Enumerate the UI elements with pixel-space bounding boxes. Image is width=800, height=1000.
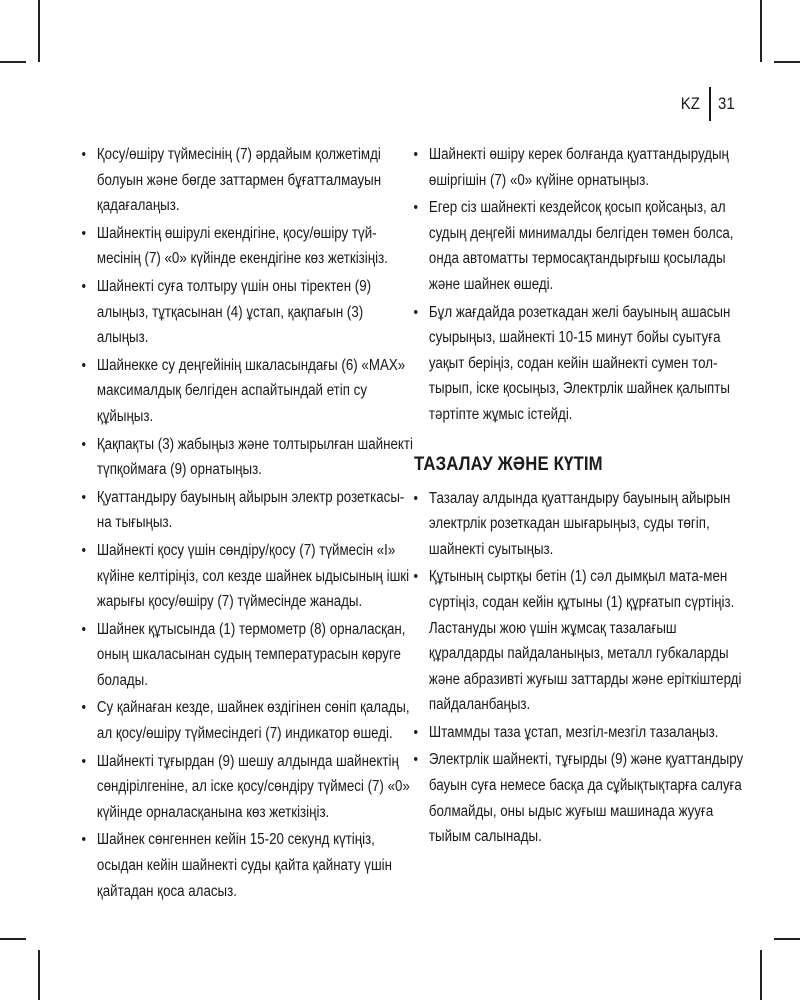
crop-mark [760, 0, 762, 62]
left-column [78, 142, 413, 906]
language-code: KZ [681, 94, 701, 113]
list-item: • Шайнекті суға толтыру үшін оны тіректен (9) алыңыз, тұтқасынан (4) ұстап, қақпағын (3) алыңыз. [78, 274, 414, 351]
page-header [677, 88, 738, 120]
crop-mark [0, 938, 26, 940]
section-heading: ТАЗАЛАУ ЖӘНЕ КҮТІМ [414, 453, 603, 475]
list-item: • Шайнекке су деңгейінің шкаласындағы (6) «MAX» максималдық белгіден аспайтындай етіп су құйыңыз. [78, 353, 414, 430]
list-item: • Құтының сыртқы бетін (1) сәл дымқыл мата-мен сүртіңіз, содан кейін құтыны (1) құрғатып сүртіңіз. Ластануды жою үшін жұмсақ тазалағыш құралдарды пайдаланыңыз, металл губкаларды және абразивті жуғыш заттарды және еріткіштерді пайдаланбаңыз. [410, 564, 750, 718]
list-item: • Қосу/өшіру түймесінің (7) әрдайым қолжетімді болуын және бөгде заттармен бұғатталмауын қадағалаңыз. [78, 142, 414, 219]
list-item: • Шайнекті қосу үшін сөндіру/қосу (7) түймесін «I» күйіне келтіріңіз, сол кезде шайнек ыдысының ішкі жарығы қосу/өшіру (7) түймесінде жанады. [78, 538, 414, 615]
list-item: • Егер сіз шайнекті кездейсоқ қосып қойсаңыз, ал судың деңгейі минималды белгіден төмен болса, онда автоматты термосақтандырғыш қосылады және шайнек өшеді. [410, 195, 750, 297]
crop-mark [760, 950, 762, 1000]
list-item: • Шайнекті тұғырдан (9) шешу алдында шайнектің сөндірілгеніне, ал іске қосу/сөндіру түймесі (7) «0» күйінде орналасқанына көз жеткізіңіз. [78, 749, 414, 826]
instruction-list [78, 142, 413, 904]
list-item: • Шайнекті өшіру керек болғанда қуаттандырудың өшіргішін (7) «0» күйіне орнатыңыз. [410, 142, 750, 193]
list-item: • Штаммды таза ұстап, мезгіл-мезгіл тазалаңыз. [410, 720, 750, 746]
list-item: • Шайнектің өшірулі екендігіне, қосу/өшіру түй-месінің (7) «0» күйінде екендігіне көз жеткізіңіз. [78, 221, 414, 272]
list-item: • Бұл жағдайда розеткадан желі бауының ашасын суырыңыз, шайнекті 10-15 минут бойы суытуға уақыт беріңіз, содан кейін шайнекті сумен тол-тырып, іске қосыңыз, Электрлік шайнек қалыпты тәртіпте жұмыс істейді. [410, 300, 750, 428]
crop-mark [38, 950, 40, 1000]
page-number: 31 [718, 94, 735, 113]
crop-mark [774, 938, 800, 940]
list-item: • Шайнек сөнгеннен кейін 15-20 секунд күтіңіз, осыдан кейін шайнекті суды қайта қайнату үшін қайтадан қоса аласыз. [78, 827, 414, 904]
instruction-list [410, 142, 732, 428]
list-item: • Су қайнаған кезде, шайнек өздігінен сөніп қалады, ал қосу/өшіру түймесіндегі (7) индикатор өшеді. [78, 695, 414, 746]
right-column [410, 142, 744, 852]
list-item: • Электрлік шайнекті, тұғырды (9) және қуаттандыру бауын суға немесе басқа да сұйықтықтарға салуға болмайды, оны ыдыс жуғыш машинада жууға тыйым салынады. [410, 747, 750, 849]
crop-mark [38, 0, 40, 62]
crop-mark [774, 61, 800, 63]
list-item: • Шайнек құтысында (1) термометр (8) орналасқан, оның шкаласынан судың температурасын көруге болады. [78, 617, 414, 694]
list-item: • Қақпақты (3) жабыңыз және толтырылған шайнекті түпқоймаға (9) орнатыңыз. [78, 432, 414, 483]
cleaning-list [410, 486, 744, 850]
list-item: • Қуаттандыру бауының айырын электр розеткасы-на тығыңыз. [78, 485, 414, 536]
list-item: • Тазалау алдында қуаттандыру бауының айырын электрлік розеткадан шығарыңыз, суды төгіп, шайнекті суытыңыз. [410, 486, 750, 563]
crop-mark [0, 61, 26, 63]
